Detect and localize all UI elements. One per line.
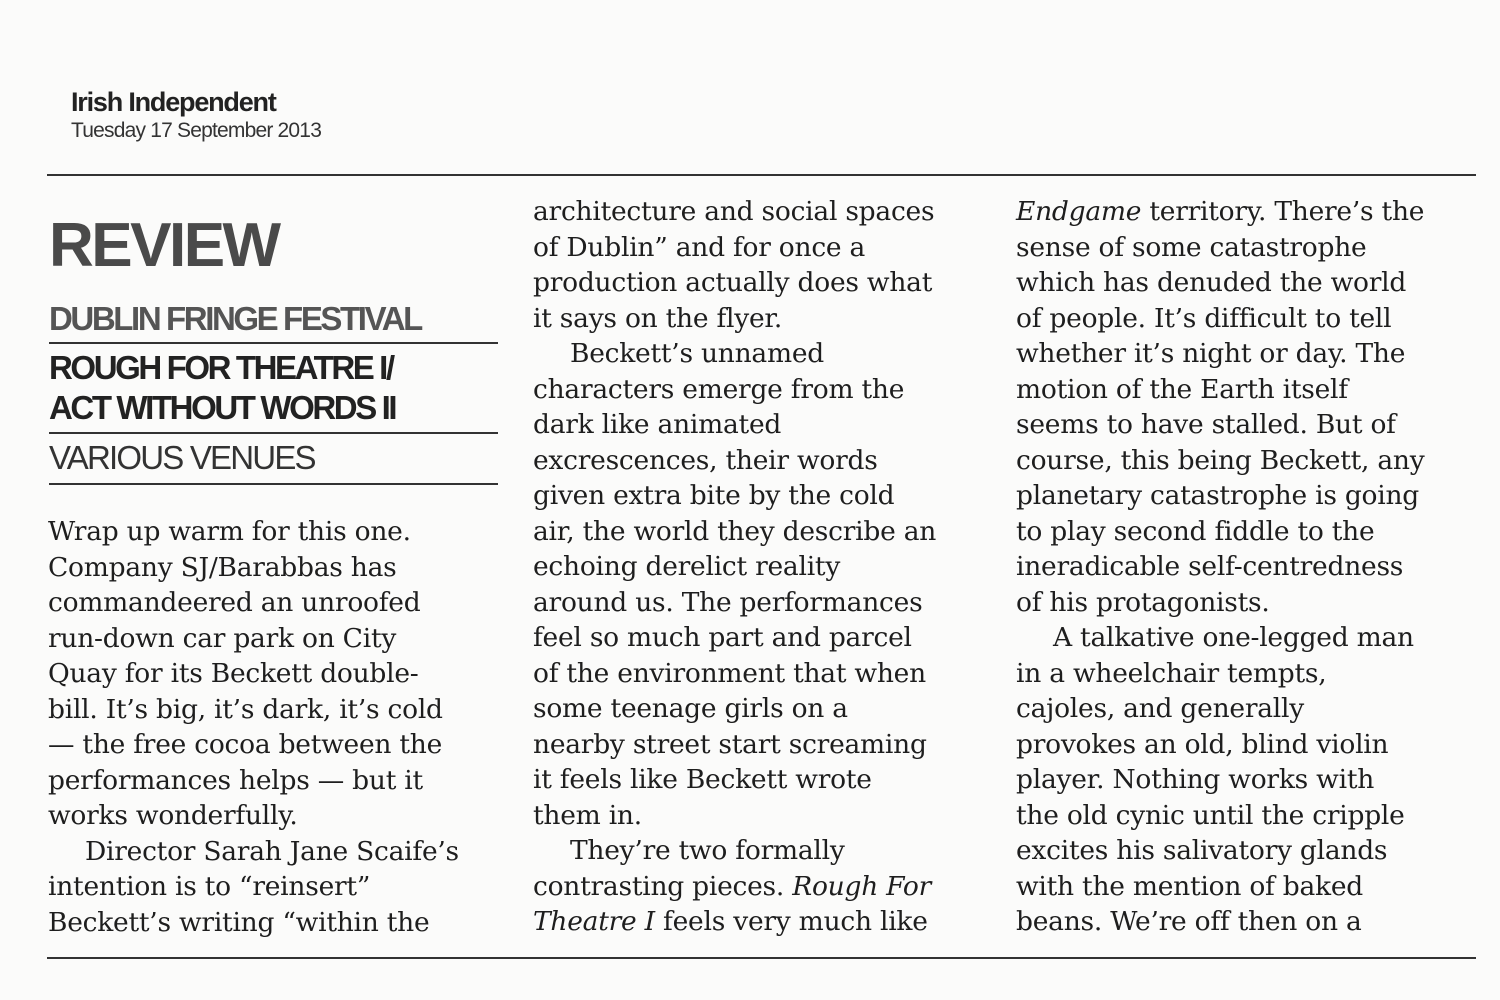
text-line: run-down car park on City	[48, 622, 397, 654]
text-line: Wrap up warm for this one.	[48, 516, 411, 547]
text-line: to play second fiddle to the	[1016, 515, 1375, 547]
text-line: They’re two formally	[570, 835, 845, 866]
text-line: given extra bite by the cold	[533, 480, 895, 511]
text-line: beans. We’re off then on a	[1016, 906, 1362, 937]
text-line: works wonderfully.	[48, 800, 298, 831]
text-line: production actually does what	[533, 267, 933, 298]
text-line: the old cynic until the cripple	[1016, 799, 1405, 831]
text-line: nearby street start screaming	[533, 728, 927, 760]
text-line: of people. It’s difficult to tell	[1016, 302, 1392, 334]
text-line: intention is to “reinsert”	[48, 871, 371, 902]
text-line: Quay for its Beckett double-	[48, 658, 419, 689]
text-line: planetary catastrophe is going	[1016, 480, 1420, 511]
masthead	[71, 86, 321, 144]
text-run: territory. There’s the	[1141, 196, 1425, 227]
text-line: whether it’s night or day. The	[1016, 338, 1406, 369]
text-line: course, this being Beckett, any	[1016, 444, 1425, 476]
section-kicker: REVIEW	[49, 211, 279, 280]
text-line: it says on the flyer.	[533, 302, 783, 334]
text-line: commandeered an unroofed	[48, 587, 421, 618]
text-line: feel so much part and parcel	[533, 622, 912, 653]
show-title-line: ACT WITHOUT WORDS II	[49, 389, 396, 426]
article-column-2	[533, 194, 987, 940]
text-line: around us. The performances	[533, 586, 923, 618]
text-line: of the environment that when	[533, 657, 926, 689]
publication-date: Tuesday 17 September 2013	[71, 119, 322, 142]
text-line: it feels like Beckett wrote	[533, 764, 872, 795]
venue-label: VARIOUS VENUES	[49, 434, 498, 485]
text-line: performances helps — but it	[48, 764, 423, 796]
text-line: player. Nothing works with	[1016, 764, 1375, 795]
text-line: characters emerge from the	[533, 373, 905, 405]
text-line: provokes an old, blind violin	[1016, 728, 1389, 760]
show-title	[49, 344, 498, 434]
text-line: Beckett’s writing “within the	[48, 906, 430, 938]
text-line: in a wheelchair tempts,	[1016, 657, 1327, 689]
text-line: — the free cocoa between the	[48, 729, 443, 760]
text-line: motion of the Earth itself	[1016, 373, 1348, 405]
text-line: echoing derelict reality	[533, 551, 841, 582]
text-line: architecture and social spaces	[533, 196, 935, 227]
text-line: Beckett’s unnamed	[570, 338, 825, 369]
italic-title-run: Rough For	[792, 870, 931, 902]
text-line: air, the world they describe an	[533, 515, 937, 547]
top-divider	[47, 174, 1476, 176]
festival-name: DUBLIN FRINGE FESTIVAL	[49, 298, 498, 344]
text-line: cajoles, and generally	[1016, 693, 1304, 724]
text-line: of his protagonists.	[1016, 586, 1270, 618]
italic-title-run: Endgame	[1016, 196, 1142, 227]
text-line: bill. It’s big, it’s dark, it’s cold	[48, 693, 443, 725]
text-line: them in.	[533, 799, 642, 831]
text-line: Director Sarah Jane Scaife’s	[85, 835, 459, 867]
text-line: ineradicable self-centredness	[1016, 551, 1404, 582]
italic-title-run: Theatre I	[533, 906, 655, 937]
text-line	[533, 904, 987, 940]
newspaper-name: Irish Independent	[71, 87, 276, 117]
text-line	[1016, 194, 1476, 230]
text-line: seems to have stalled. But of	[1016, 409, 1396, 440]
text-line: dark like animated	[533, 409, 782, 440]
text-run: feels very much like	[654, 906, 928, 937]
text-line	[533, 869, 987, 905]
text-line: with the mention of baked	[1016, 870, 1363, 902]
text-line: excites his salivatory glands	[1016, 835, 1388, 866]
review-heading-block	[49, 200, 498, 485]
text-line: excrescences, their words	[533, 444, 878, 476]
article-column-3	[1016, 194, 1476, 940]
article-column-1	[48, 514, 500, 940]
text-line: some teenage girls on a	[533, 693, 848, 724]
text-line: A talkative one-legged man	[1053, 622, 1414, 653]
text-line: Company SJ/Barabbas has	[48, 551, 397, 583]
text-line: sense of some catastrophe	[1016, 231, 1367, 263]
text-line: which has denuded the world	[1016, 267, 1407, 298]
show-title-line: ROUGH FOR THEATRE I/	[49, 349, 393, 386]
bottom-divider	[47, 957, 1476, 959]
text-line: of Dublin” and for once a	[533, 231, 866, 263]
text-run: contrasting pieces.	[533, 870, 793, 902]
